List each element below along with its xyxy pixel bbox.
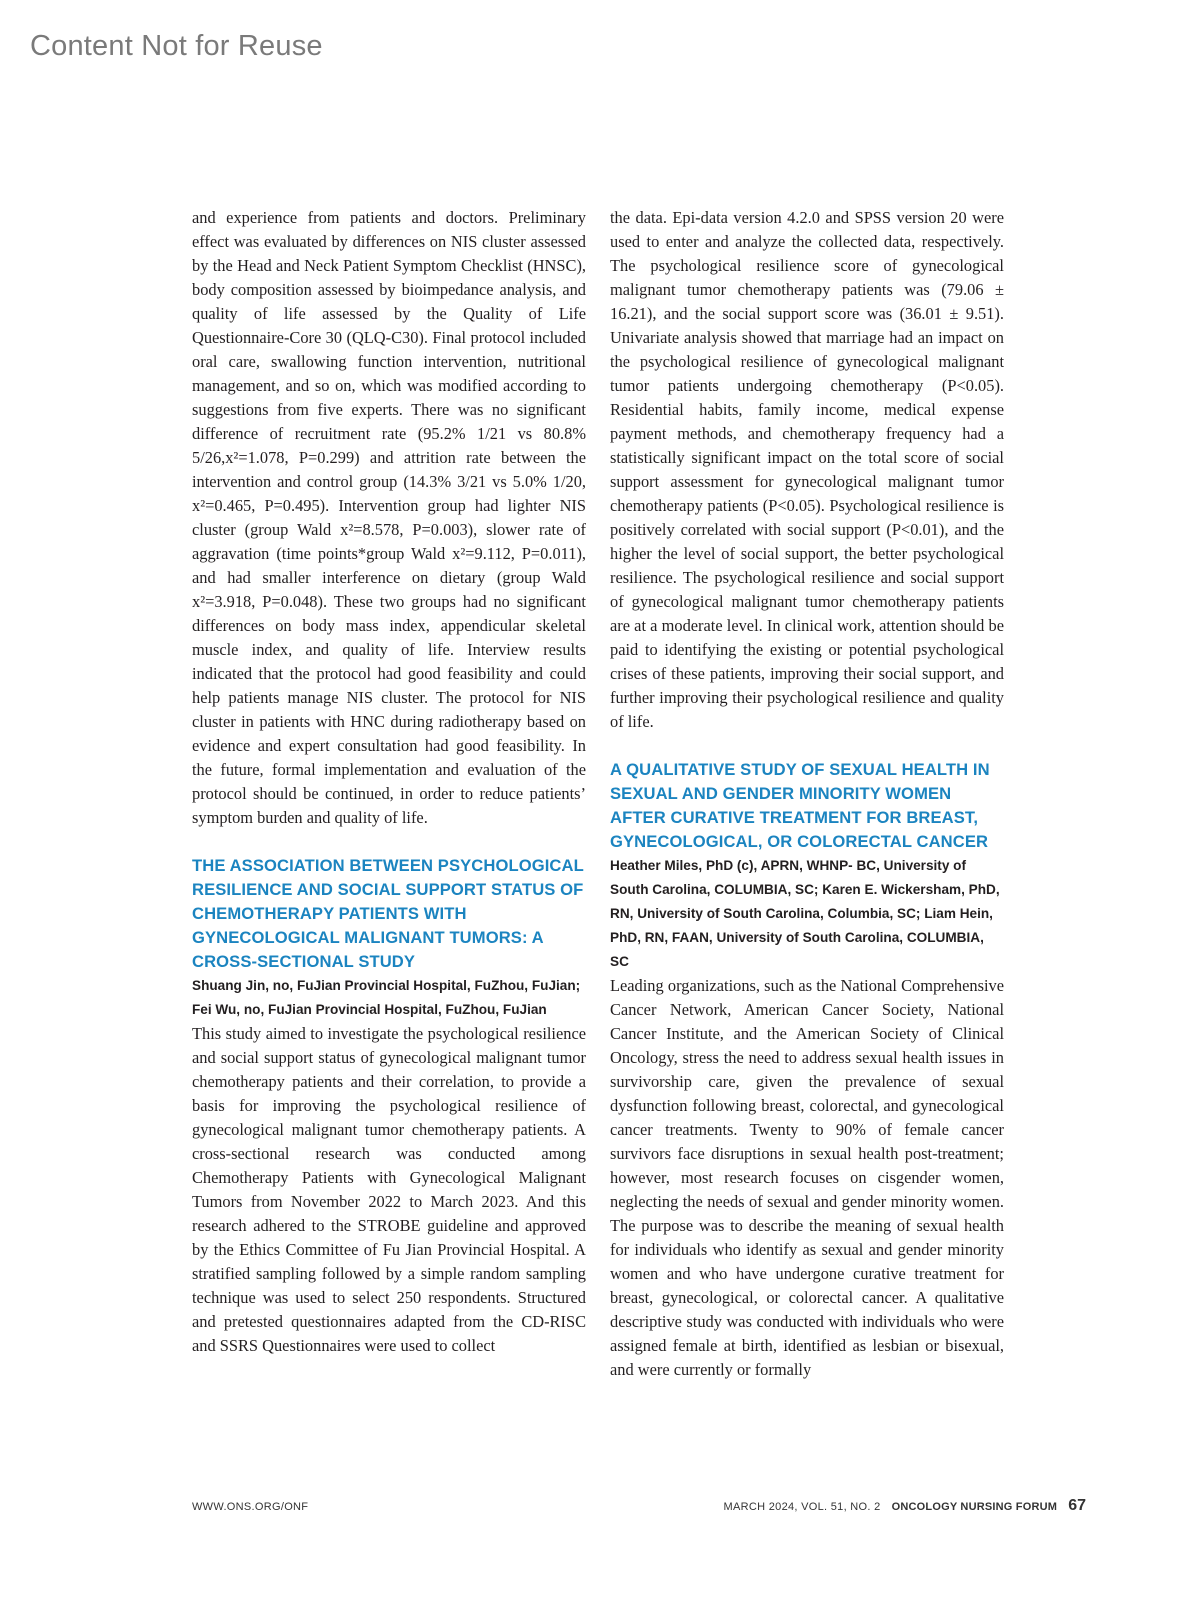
continued-paragraph-right: the data. Epi-data version 4.2.0 and SPSS version 20 were used to enter and analyze the collected data, respectively. The psychological resilience score of gynecological malignant tumor chemotherapy patients was (79.06 ± 16.21), and the social support score was (36.01 ± 9.51). Univariate analysis showed that marriage had an impact on the psychological resilience of gynecological malignant tumor patients undergoing chemotherapy (P<0.05). Residential habits, family income, medical expense payment methods, and chemotherapy frequency had a statistically significant impact on the total score of social support assessment for gynecological malignant tumor chemotherapy patients (P<0.05). Psychological resilience is positively correlated with social support (P<0.01), and the higher the level of social support, the better psychological resilience. The psychological resilience and social support of gynecological malignant tumor chemotherapy patients are at a moderate level. In clinical work, attention should be paid to identifying the existing or potential psychological crises of these patients, improving their social support, and further improving their psychological resilience and quality of life.	[610, 208, 1004, 731]
article-heading-sexual-health: A QUALITATIVE STUDY OF SEXUAL HEALTH IN SEXUAL AND GENDER MINORITY WOMEN AFTER CURATIVE TREATMENT FOR BREAST, GYNECOLOGICAL, OR COLORECTAL CANCER	[610, 760, 990, 851]
footer-issue: MARCH 2024, VOL. 51, NO. 2	[723, 1501, 881, 1513]
footer-issue-info	[724, 1497, 1086, 1515]
article-body-left: This study aimed to investigate the psychological resilience and social support status of gynecological malignant tumor chemotherapy patients and their correlation, to provide a basis for improving the psychological resilience of gynecological malignant tumor chemotherapy patients. A cross-sectional research was conducted among Chemotherapy Patients with Gynecological Malignant Tumors from November 2022 to March 2023. And this research adhered to the STROBE guideline and approved by the Ethics Committee of Fu Jian Provincial Hospital. A stratified sampling followed by a simple random sampling technique was used to select 250 respondents. Structured and pretested questionnaires adapted from the CD-RISC and SSRS Questionnaires were used to collect	[192, 1024, 586, 1355]
continued-paragraph-left: and experience from patients and doctors. Preliminary effect was evaluated by differences on NIS cluster assessed by the Head and Neck Patient Symptom Checklist (HNSC), body composition assessed by bioimpedance analysis, and quality of life assessed by the Quality of Life Questionnaire-Core 30 (QLQ-C30). Final protocol included oral care, swallowing function intervention, nutritional management, and so on, which was modified according to suggestions from five experts. There was no significant difference of recruitment rate (95.2% 1/21 vs 80.8% 5/26,x²=1.078, P=0.299) and attrition rate between the intervention and control group (14.3% 3/21 vs 5.0% 1/20, x²=0.465, P=0.495). Intervention group had lighter NIS cluster (group Wald x²=8.578, P=0.003), slower rate of aggravation (time points*group Wald x²=9.112, P=0.011), and had smaller interference on dietary (group Wald x²=3.918, P=0.048). These two groups had no significant differences on body mass index, appendicular skeletal muscle index, and quality of life. Interview results indicated that the protocol had good feasibility and could help patients manage NIS cluster. The protocol for NIS cluster in patients with HNC during radiotherapy based on evidence and expert consultation had good feasibility. In the future, formal implementation and evaluation of the protocol should be continued, in order to reduce patients’ symptom burden and quality of life.	[192, 208, 586, 827]
article-authors-left: Shuang Jin, no, FuJian Provincial Hospital, FuZhou, FuJian; Fei Wu, no, FuJian Provincial Hospital, FuZhou, FuJian	[192, 978, 581, 1017]
page-number: 67	[1068, 1497, 1086, 1514]
right-column	[610, 206, 1004, 1382]
footer-journal: ONCOLOGY NURSING FORUM	[891, 1501, 1058, 1513]
watermark: Content Not for Reuse	[30, 30, 323, 62]
left-column	[192, 206, 586, 1358]
article-authors-right: Heather Miles, PhD (c), APRN, WHNP- BC, University of South Carolina, COLUMBIA, SC; Karen E. Wickersham, PhD, RN, University of South Carolina, Columbia, SC; Liam Hein, PhD, RN, FAAN, University of South Carolina, COLUMBIA, SC	[610, 858, 1000, 969]
footer-url[interactable]: WWW.ONS.ORG/ONF	[192, 1501, 309, 1513]
article-heading-psychological-resilience: THE ASSOCIATION BETWEEN PSYCHOLOGICAL RESILIENCE AND SOCIAL SUPPORT STATUS OF CHEMOTHERAPY PATIENTS WITH GYNECOLOGICAL MALIGNANT TUMORS: A CROSS-SECTIONAL STUDY	[192, 856, 584, 971]
article-body-right: Leading organizations, such as the National Comprehensive Cancer Network, American Cancer Society, National Cancer Institute, and the American Society of Clinical Oncology, stress the need to address sexual health issues in survivorship care, given the prevalence of sexual dysfunction following breast, colorectal, and gynecological cancer treatments. Twenty to 90% of female cancer survivors face disruptions in sexual health post-treatment; however, most research focuses on cisgender women, neglecting the needs of sexual and gender minority women. The purpose was to describe the meaning of sexual health for individuals who identify as sexual and gender minority women and who have undergone curative treatment for breast, gynecological, or colorectal cancer. A qualitative descriptive study was conducted with individuals who were assigned female at birth, identified as lesbian or bisexual, and were currently or formally	[610, 976, 1004, 1379]
